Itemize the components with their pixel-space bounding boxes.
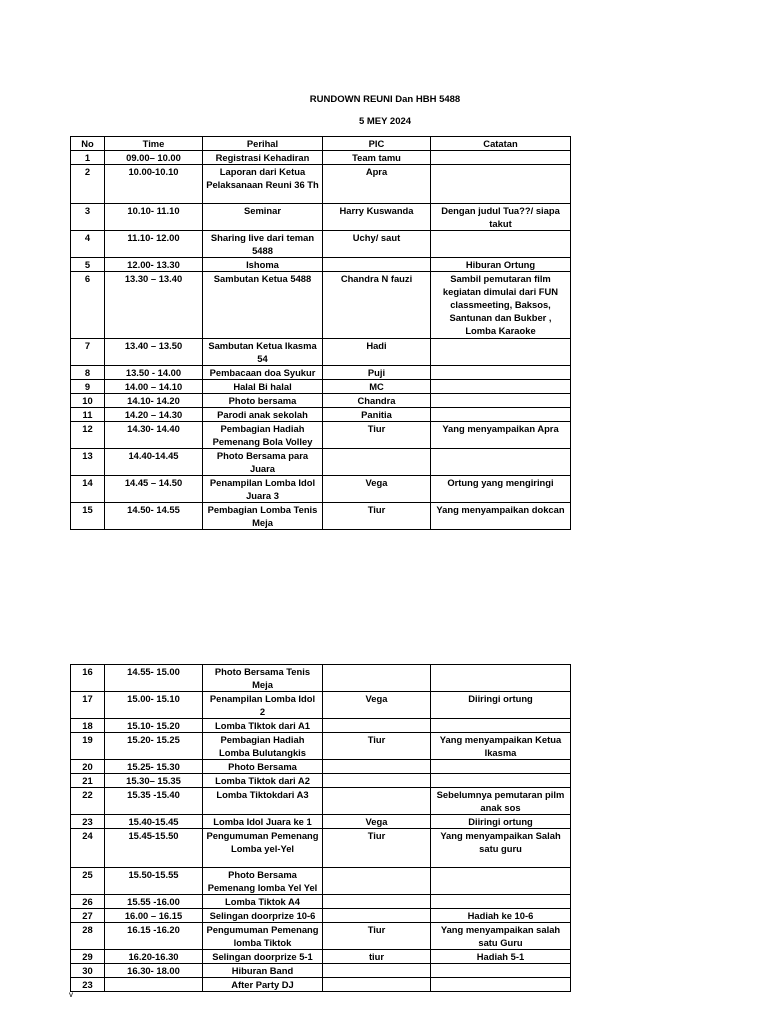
cell-no: 15 — [71, 503, 105, 530]
cell-pic: Vega — [323, 815, 431, 829]
cell-pic: Tiur — [323, 829, 431, 868]
cell-catatan — [431, 978, 571, 992]
cell-no: 13 — [71, 449, 105, 476]
table-row — [71, 774, 571, 788]
cell-time: 14.40-14.45 — [105, 449, 203, 476]
table-row — [71, 366, 571, 380]
cell-time: 13.50 - 14.00 — [105, 366, 203, 380]
table-row — [71, 760, 571, 774]
document-date: 5 MEY 2024 — [358, 116, 412, 127]
table-header-row — [71, 137, 571, 151]
cell-time: 13.40 – 13.50 — [105, 339, 203, 366]
cell-pic: Tiur — [323, 422, 431, 449]
cell-time: 15.25- 15.30 — [105, 760, 203, 774]
cell-time: 15.50-15.55 — [105, 868, 203, 895]
header-time: Time — [105, 137, 203, 151]
table-row — [71, 788, 571, 815]
cell-pic: Vega — [323, 476, 431, 503]
table-row — [71, 964, 571, 978]
cell-perihal: Hiburan Band — [203, 964, 323, 978]
cell-perihal: Photo Bersama para Juara — [203, 449, 323, 476]
cell-no: 23 — [71, 978, 105, 992]
table-row — [71, 151, 571, 165]
cell-no: 25 — [71, 868, 105, 895]
cell-perihal: Photo bersama — [203, 394, 323, 408]
cell-no: 7 — [71, 339, 105, 366]
header-pic: PIC — [323, 137, 431, 151]
cell-perihal: Pembagian Hadiah Pemenang Bola Volley — [203, 422, 323, 449]
cell-catatan — [431, 665, 571, 692]
cell-pic — [323, 964, 431, 978]
table-row — [71, 394, 571, 408]
cell-perihal: Penampilan Lomba Idol 2 — [203, 692, 323, 719]
cell-no: 29 — [71, 950, 105, 964]
cell-catatan — [431, 380, 571, 394]
cell-time: 14.55- 15.00 — [105, 665, 203, 692]
table-row — [71, 829, 571, 868]
cell-perihal: Registrasi Kehadiran — [203, 151, 323, 165]
table-row — [71, 258, 571, 272]
cell-catatan: Diiringi ortung — [431, 815, 571, 829]
table-row — [71, 692, 571, 719]
cell-pic — [323, 788, 431, 815]
cell-time: 10.00-10.10 — [105, 165, 203, 204]
cell-catatan — [431, 774, 571, 788]
cell-perihal: Sambutan Ketua 5488 — [203, 272, 323, 339]
cell-perihal: Photo Bersama Tenis Meja — [203, 665, 323, 692]
cell-time: 16.15 -16.20 — [105, 923, 203, 950]
cell-pic: Apra — [323, 165, 431, 204]
table-row — [71, 868, 571, 895]
rundown-table-page2 — [70, 664, 571, 992]
cell-pic — [323, 449, 431, 476]
cell-catatan: Ortung yang mengiringi — [431, 476, 571, 503]
cell-time: 15.45-15.50 — [105, 829, 203, 868]
cell-time — [105, 978, 203, 992]
table-row — [71, 449, 571, 476]
cell-catatan: Diiringi ortung — [431, 692, 571, 719]
cell-catatan — [431, 719, 571, 733]
cell-no: 6 — [71, 272, 105, 339]
table-row — [71, 923, 571, 950]
cell-time: 15.30– 15.35 — [105, 774, 203, 788]
cell-pic — [323, 719, 431, 733]
cell-catatan — [431, 964, 571, 978]
cell-no: 4 — [71, 231, 105, 258]
table-row — [71, 408, 571, 422]
cell-time: 09.00– 10.00 — [105, 151, 203, 165]
cell-perihal: Pembacaan doa Syukur — [203, 366, 323, 380]
cell-catatan: Sebelumnya pemutaran pilm anak sos — [431, 788, 571, 815]
table-row — [71, 204, 571, 231]
cell-time: 15.20- 15.25 — [105, 733, 203, 760]
cell-perihal: Photo Bersama Pemenang lomba Yel Yel — [203, 868, 323, 895]
cell-pic: Panitia — [323, 408, 431, 422]
cell-pic — [323, 665, 431, 692]
cell-time: 14.50- 14.55 — [105, 503, 203, 530]
table-body-page2 — [71, 665, 571, 992]
cell-pic: Uchy/ saut — [323, 231, 431, 258]
cell-pic: MC — [323, 380, 431, 394]
cell-catatan: Hadiah ke 10-6 — [431, 909, 571, 923]
cell-no: 21 — [71, 774, 105, 788]
cell-perihal: After Party DJ — [203, 978, 323, 992]
cell-catatan: Yang menyampaikan Salah satu guru — [431, 829, 571, 868]
cell-time: 15.40-15.45 — [105, 815, 203, 829]
cell-pic: Chandra N fauzi — [323, 272, 431, 339]
cell-perihal: Penampilan Lomba Idol Juara 3 — [203, 476, 323, 503]
cell-pic: Tiur — [323, 503, 431, 530]
cell-perihal: Pembagian Lomba Tenis Meja — [203, 503, 323, 530]
cell-perihal: Lomba Tiktokdari A3 — [203, 788, 323, 815]
cell-catatan — [431, 760, 571, 774]
cell-time: 15.35 -15.40 — [105, 788, 203, 815]
cell-no: 1 — [71, 151, 105, 165]
cell-pic: Tiur — [323, 923, 431, 950]
table-row — [71, 733, 571, 760]
cell-catatan: Yang menyampaikan salah satu Guru — [431, 923, 571, 950]
cell-time: 13.30 – 13.40 — [105, 272, 203, 339]
cell-pic — [323, 774, 431, 788]
cell-pic: Tiur — [323, 733, 431, 760]
cell-no: 11 — [71, 408, 105, 422]
cell-no: 23 — [71, 815, 105, 829]
cell-perihal: Lomba Tiktok dari A2 — [203, 774, 323, 788]
footer-mark: v — [69, 990, 73, 999]
cell-time: 14.10- 14.20 — [105, 394, 203, 408]
cell-no: 16 — [71, 665, 105, 692]
cell-pic: Chandra — [323, 394, 431, 408]
cell-perihal: Lomba Tiktok A4 — [203, 895, 323, 909]
cell-catatan — [431, 339, 571, 366]
cell-perihal: Lomba TIktok dari A1 — [203, 719, 323, 733]
cell-no: 12 — [71, 422, 105, 449]
cell-catatan — [431, 408, 571, 422]
cell-no: 14 — [71, 476, 105, 503]
cell-catatan: Yang menyampaikan Apra — [431, 422, 571, 449]
cell-catatan — [431, 165, 571, 204]
cell-perihal: Selingan doorprize 5-1 — [203, 950, 323, 964]
table-row — [71, 272, 571, 339]
table-row — [71, 815, 571, 829]
cell-pic — [323, 868, 431, 895]
cell-no: 30 — [71, 964, 105, 978]
cell-catatan — [431, 366, 571, 380]
cell-pic — [323, 258, 431, 272]
cell-no: 18 — [71, 719, 105, 733]
cell-no: 3 — [71, 204, 105, 231]
table-row — [71, 165, 571, 204]
cell-time: 11.10- 12.00 — [105, 231, 203, 258]
cell-time: 16.00 – 16.15 — [105, 909, 203, 923]
cell-no: 10 — [71, 394, 105, 408]
cell-catatan: Dengan judul Tua??/ siapa takut — [431, 204, 571, 231]
cell-pic: Hadi — [323, 339, 431, 366]
cell-time: 15.55 -16.00 — [105, 895, 203, 909]
cell-no: 22 — [71, 788, 105, 815]
table-row — [71, 895, 571, 909]
table-row — [71, 978, 571, 992]
document-title: RUNDOWN REUNI Dan HBH 5488 — [309, 94, 461, 105]
cell-no: 9 — [71, 380, 105, 394]
cell-time: 16.20-16.30 — [105, 950, 203, 964]
cell-time: 15.00- 15.10 — [105, 692, 203, 719]
cell-catatan: Yang menyampaikan Ketua Ikasma — [431, 733, 571, 760]
cell-perihal: Lomba Idol Juara ke 1 — [203, 815, 323, 829]
table-row — [71, 503, 571, 530]
cell-time: 14.20 – 14.30 — [105, 408, 203, 422]
header-no: No — [71, 137, 105, 151]
cell-no: 20 — [71, 760, 105, 774]
cell-no: 2 — [71, 165, 105, 204]
cell-time: 15.10- 15.20 — [105, 719, 203, 733]
cell-catatan — [431, 449, 571, 476]
cell-no: 28 — [71, 923, 105, 950]
cell-no: 27 — [71, 909, 105, 923]
table-row — [71, 719, 571, 733]
cell-catatan — [431, 868, 571, 895]
cell-time: 14.00 – 14.10 — [105, 380, 203, 394]
cell-no: 24 — [71, 829, 105, 868]
cell-catatan: Sambil pemutaran film kegiatan dimulai dari FUN classmeeting, Baksos, Santunan dan Bukber , Lomba Karaoke — [431, 272, 571, 339]
table-row — [71, 950, 571, 964]
cell-perihal: Laporan dari Ketua Pelaksanaan Reuni 36 Th — [203, 165, 323, 204]
cell-pic: Harry Kuswanda — [323, 204, 431, 231]
cell-pic — [323, 895, 431, 909]
table-row — [71, 231, 571, 258]
cell-perihal: Seminar — [203, 204, 323, 231]
cell-catatan: Hadiah 5-1 — [431, 950, 571, 964]
cell-pic — [323, 978, 431, 992]
cell-no: 17 — [71, 692, 105, 719]
cell-time: 14.45 – 14.50 — [105, 476, 203, 503]
table-row — [71, 476, 571, 503]
cell-perihal: Sharing live dari teman 5488 — [203, 231, 323, 258]
cell-perihal: Halal Bi halal — [203, 380, 323, 394]
cell-no: 5 — [71, 258, 105, 272]
cell-pic: Vega — [323, 692, 431, 719]
cell-time: 10.10- 11.10 — [105, 204, 203, 231]
header-perihal: Perihal — [203, 137, 323, 151]
cell-no: 26 — [71, 895, 105, 909]
cell-catatan — [431, 895, 571, 909]
table-row — [71, 665, 571, 692]
cell-time: 16.30- 18.00 — [105, 964, 203, 978]
cell-catatan — [431, 151, 571, 165]
cell-catatan — [431, 394, 571, 408]
cell-pic: Team tamu — [323, 151, 431, 165]
cell-perihal: Ishoma — [203, 258, 323, 272]
cell-pic: tiur — [323, 950, 431, 964]
cell-time: 12.00- 13.30 — [105, 258, 203, 272]
cell-perihal: Sambutan Ketua Ikasma 54 — [203, 339, 323, 366]
cell-perihal: Selingan doorprize 10-6 — [203, 909, 323, 923]
cell-catatan: Hiburan Ortung — [431, 258, 571, 272]
cell-perihal: Parodi anak sekolah — [203, 408, 323, 422]
cell-no: 8 — [71, 366, 105, 380]
cell-perihal: Pembagian Hadiah Lomba Bulutangkis — [203, 733, 323, 760]
cell-time: 14.30- 14.40 — [105, 422, 203, 449]
cell-perihal: Pengumuman Pemenang lomba Tiktok — [203, 923, 323, 950]
cell-pic: Puji — [323, 366, 431, 380]
rundown-table-page1 — [70, 136, 571, 530]
table-row — [71, 339, 571, 366]
table-body-page1 — [71, 151, 571, 530]
table-row — [71, 909, 571, 923]
cell-pic — [323, 909, 431, 923]
header-catatan: Catatan — [431, 137, 571, 151]
cell-catatan: Yang menyampaikan dokcan — [431, 503, 571, 530]
cell-pic — [323, 760, 431, 774]
cell-perihal: Pengumuman Pemenang Lomba yel-Yel — [203, 829, 323, 868]
cell-no: 19 — [71, 733, 105, 760]
cell-catatan — [431, 231, 571, 258]
table-row — [71, 422, 571, 449]
table-row — [71, 380, 571, 394]
cell-perihal: Photo Bersama — [203, 760, 323, 774]
